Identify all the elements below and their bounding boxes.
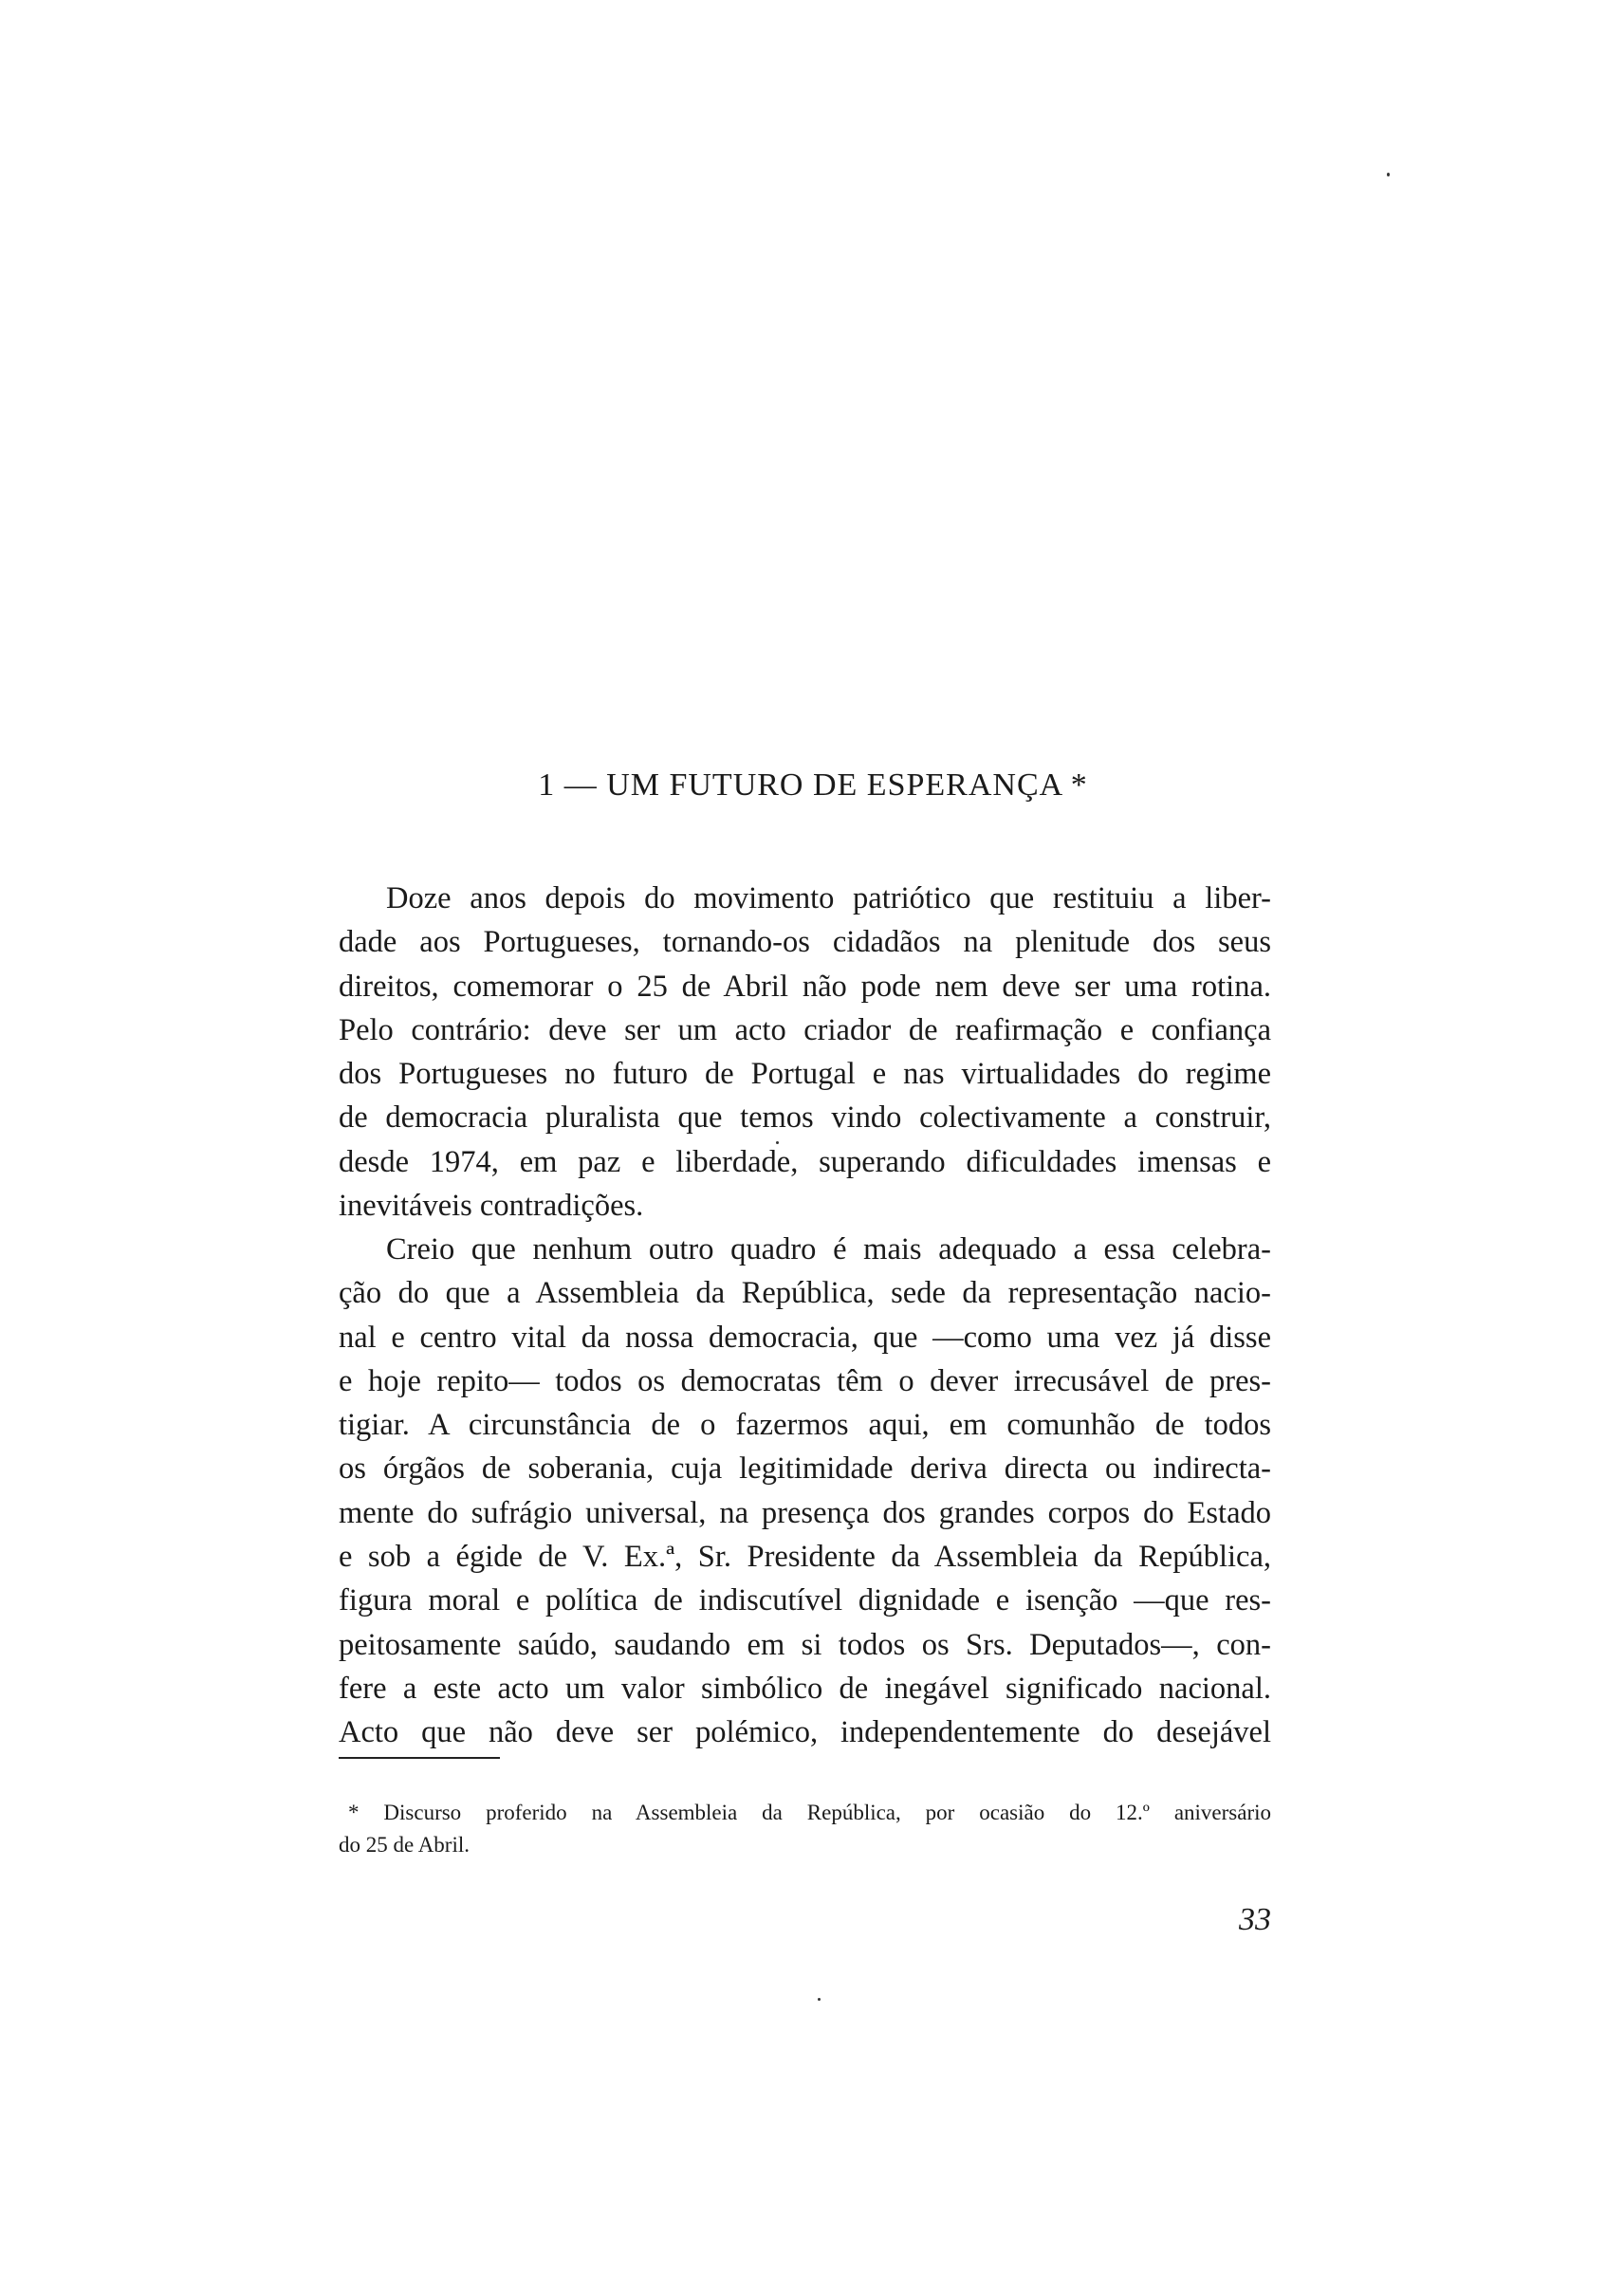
text-line: nal e centro vital da nossa democracia, que —como uma vez já disse (339, 1320, 1271, 1355)
footnote (339, 1797, 1271, 1861)
scan-speck (1387, 173, 1390, 176)
footnote-divider (339, 1757, 500, 1759)
footnote-line: * Discurso proferido na Assembleia da República, por ocasião do 12.º aniversário (348, 1801, 1271, 1824)
text-line: Pelo contrário: deve ser um acto criador de reafirmação e confiança (339, 1012, 1271, 1047)
text-line: ção do que a Assembleia da República, sede da representação nacio- (339, 1276, 1271, 1311)
text-line: Acto que não deve ser polémico, independentemente do desejável (339, 1715, 1271, 1750)
paragraph (339, 1228, 1271, 1755)
text-line: e sob a égide de V. Ex.ª, Sr. Presidente da Assembleia da República, (339, 1540, 1271, 1575)
text-line: Creio que nenhum outro quadro é mais adequado a essa celebra- (386, 1232, 1271, 1266)
text-line: fere a este acto um valor simbólico de inegável significado nacional. (339, 1671, 1271, 1706)
text-line: Doze anos depois do movimento patriótico que restituiu a liber- (386, 881, 1271, 915)
text-line: os órgãos de soberania, cuja legitimidade deriva directa ou indirecta- (339, 1451, 1271, 1487)
text-line: inevitáveis contradições. (339, 1189, 644, 1224)
footnote-line: do 25 de Abril. (339, 1833, 470, 1857)
page-number: 33 (1239, 1902, 1271, 1937)
chapter-title: 1 — UM FUTURO DE ESPERANÇA * (538, 767, 1088, 803)
text-line: de democracia pluralista que temos vindo colectivamente a construir, (339, 1100, 1271, 1136)
text-line: mente do sufrágio universal, na presença dos grandes corpos do Estado (339, 1495, 1271, 1530)
scan-speck (818, 1998, 821, 2001)
text-line: peitosamente saúdo, saudando em si todos os Srs. Deputados—, con- (339, 1627, 1271, 1662)
text-line: e hoje repito— todos os democratas têm o dever irrecusável de pres- (339, 1363, 1271, 1398)
text-line: dos Portugueses no futuro de Portugal e nas virtualidades do regime (339, 1057, 1271, 1092)
paragraph (339, 877, 1271, 1228)
text-line: desde 1974, em paz e liberdade, superando dificuldades imensas e (339, 1144, 1271, 1179)
text-line: tigiar. A circunstância de o fazermos aqui, em comunhão de todos (339, 1408, 1271, 1443)
text-line: direitos, comemorar o 25 de Abril não pode nem deve ser uma rotina. (339, 969, 1271, 1004)
text-line: figura moral e política de indiscutível dignidade e isenção —que res- (339, 1583, 1271, 1618)
text-line: dade aos Portugueses, tornando-os cidadãos na plenitude dos seus (339, 925, 1271, 960)
